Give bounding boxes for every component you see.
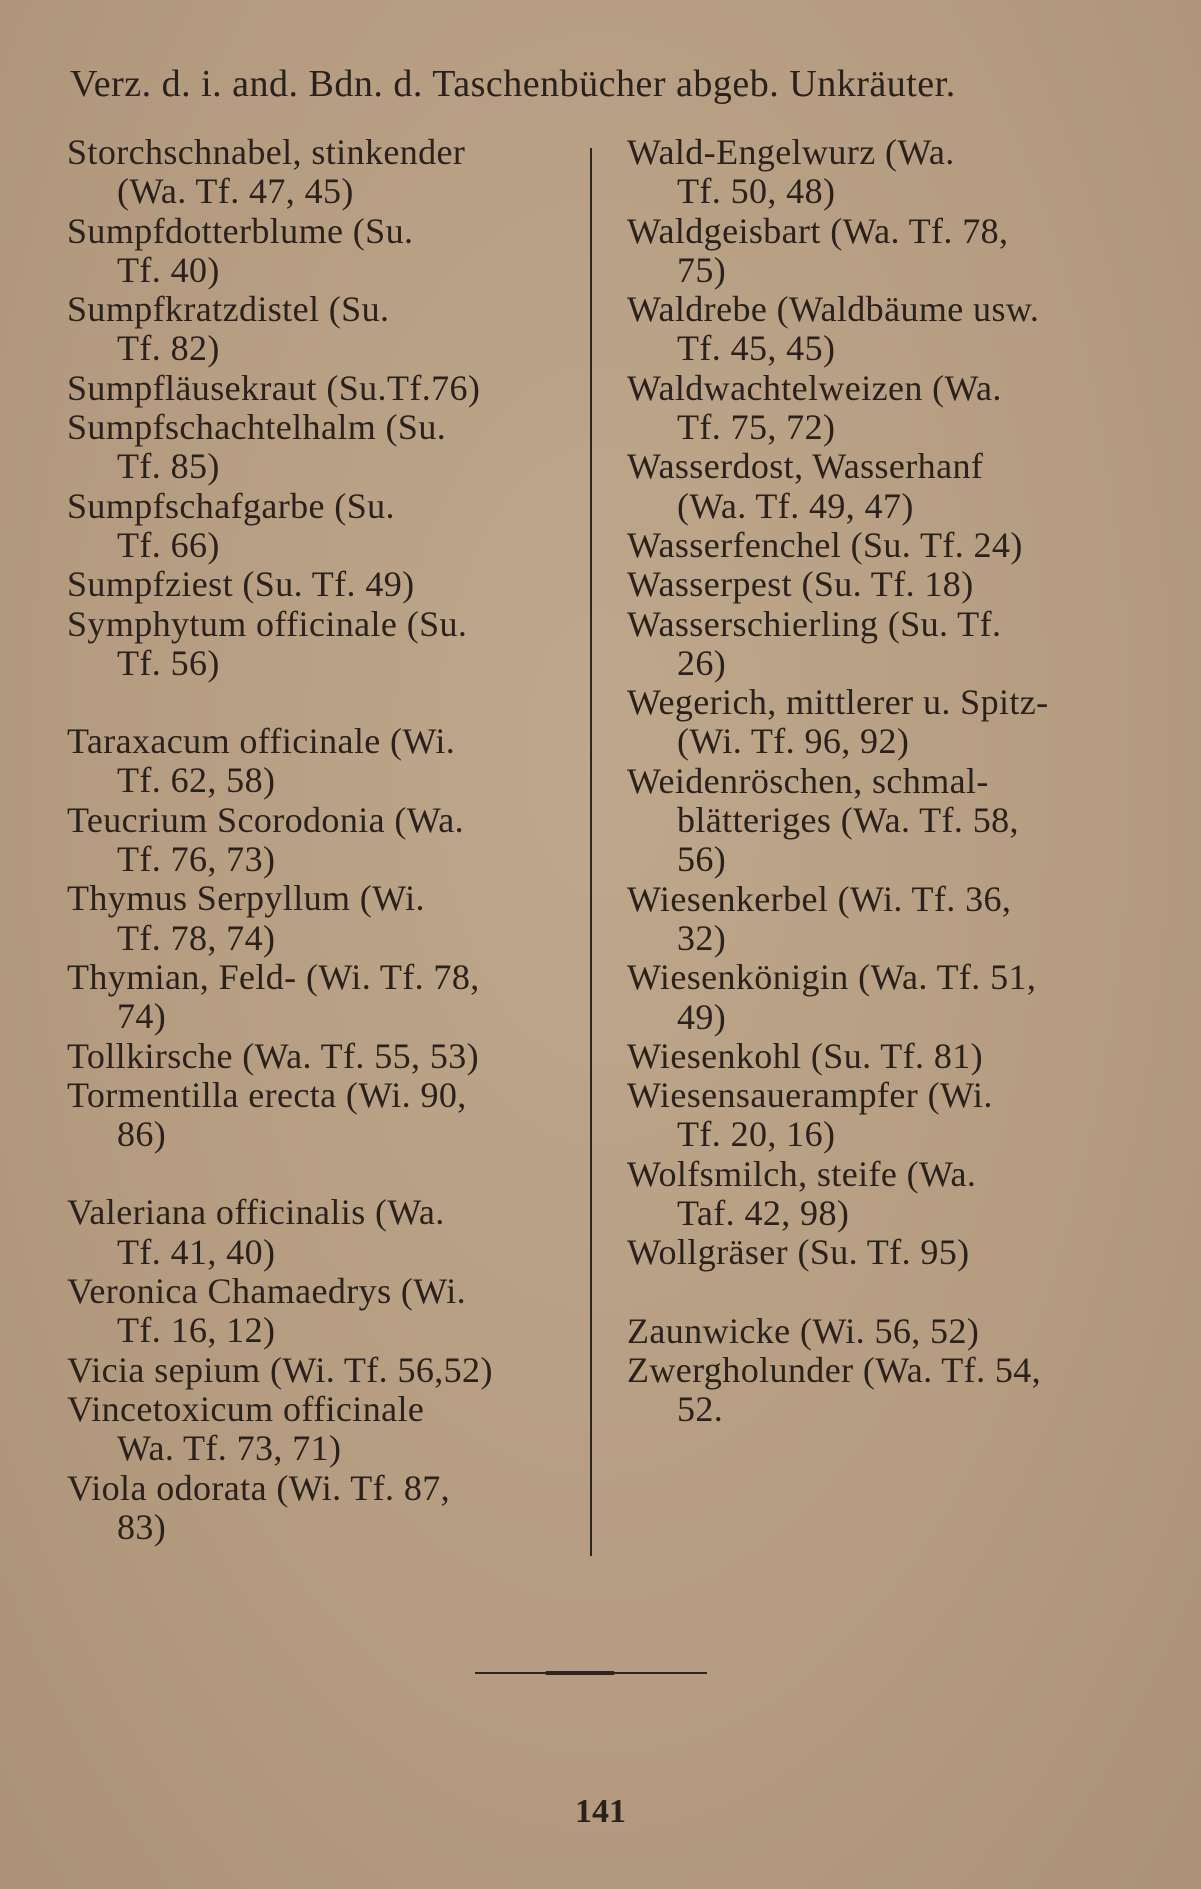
index-entry: Sumpfschafgarbe (Su. Tf. 66) (67, 485, 395, 565)
index-entry: Wollgräser (Su. Tf. 95) (627, 1232, 970, 1273)
ornamental-rule (475, 1672, 707, 1674)
index-entry: Waldwachtelweizen (Wa. Tf. 75, 72) (627, 367, 1002, 448)
index-entry: Wasserschierling (Su. Tf. 26) (627, 603, 1002, 683)
index-entry: Waldrebe (Waldbäume usw. Tf. 45, 45) (627, 289, 1040, 369)
index-entry: Wiesensauerampfer (Wi. Tf. 20, 16) (627, 1075, 993, 1155)
index-entry: Thymus Serpyllum (Wi. Tf. 78, 74) (67, 878, 425, 958)
column-divider (590, 148, 592, 1556)
index-entry: Sumpfkratzdistel (Su. Tf. 82) (67, 289, 390, 369)
index-entry: Wiesenkerbel (Wi. Tf. 36, 32) (627, 878, 1012, 958)
index-entry: Zwergholunder (Wa. Tf. 54, 52. (627, 1349, 1042, 1430)
index-entry: Vincetoxicum officinale Wa. Tf. 73, 71) (67, 1388, 425, 1469)
index-entry: Sumpfläusekraut (Su.Tf.76) (67, 367, 481, 408)
index-entry: Sumpfschachtelhalm (Su. Tf. 85) (67, 407, 447, 487)
index-entry: Wiesenkönigin (Wa. Tf. 51, 49) (627, 957, 1037, 1037)
index-entry: Valeriana officinalis (Wa. Tf. 41, 40) (67, 1192, 445, 1272)
section-gap (627, 1273, 1147, 1312)
right-column (627, 133, 1147, 1430)
left-column (67, 133, 577, 1547)
index-entry: Tollkirsche (Wa. Tf. 55, 53) (67, 1035, 480, 1076)
index-entry: Wasserpest (Su. Tf. 18) (627, 564, 974, 605)
index-entry: Vicia sepium (Wi. Tf. 56,52) (67, 1349, 493, 1390)
index-entry: Veronica Chamaedrys (Wi. Tf. 16, 12) (67, 1271, 467, 1351)
index-entry: Sumpfziest (Su. Tf. 49) (67, 564, 415, 605)
section-gap (67, 1154, 577, 1193)
index-entry: Wiesenkohl (Su. Tf. 81) (627, 1035, 984, 1076)
index-entry: Zaunwicke (Wi. 56, 52) (627, 1310, 980, 1351)
index-entry: Teucrium Scorodonia (Wa. Tf. 76, 73) (67, 799, 465, 880)
index-entry: Taraxacum officinale (Wi. Tf. 62, 58) (67, 721, 456, 801)
index-entry: Weidenröschen, schmal- blätteriges (Wa. Tf. 58, 56) (627, 760, 1019, 880)
running-header: Verz. d. i. and. Bdn. d. Taschenbücher abgeb. Unkräuter. (70, 63, 956, 105)
index-entry: Tormentilla erecta (Wi. 90, 86) (67, 1074, 467, 1155)
index-entry: Wolfsmilch, steife (Wa. Taf. 42, 98) (627, 1153, 977, 1234)
index-entry: Viola odorata (Wi. Tf. 87, 83) (67, 1467, 451, 1547)
index-entry: Waldgeisbart (Wa. Tf. 78, 75) (627, 210, 1009, 290)
index-entry: Thymian, Feld- (Wi. Tf. 78, 74) (67, 956, 480, 1037)
index-entry: Wasserdost, Wasserhanf (Wa. Tf. 49, 47) (627, 446, 984, 526)
index-entry: Wegerich, mittlerer u. Spitz- (Wi. Tf. 96, 92) (627, 682, 1049, 762)
index-entry: Symphytum officinale (Su. Tf. 56) (67, 603, 468, 683)
index-entry: Storchschnabel, stinkender (Wa. Tf. 47, 45) (67, 132, 466, 212)
index-entry: Wald-Engelwurz (Wa. Tf. 50, 48) (627, 132, 955, 212)
section-gap (67, 683, 577, 722)
index-entry: Wasserfenchel (Su. Tf. 24) (627, 524, 1023, 565)
page-number: 141 (575, 1793, 626, 1830)
index-entry: Sumpfdotterblume (Su. Tf. 40) (67, 210, 414, 290)
